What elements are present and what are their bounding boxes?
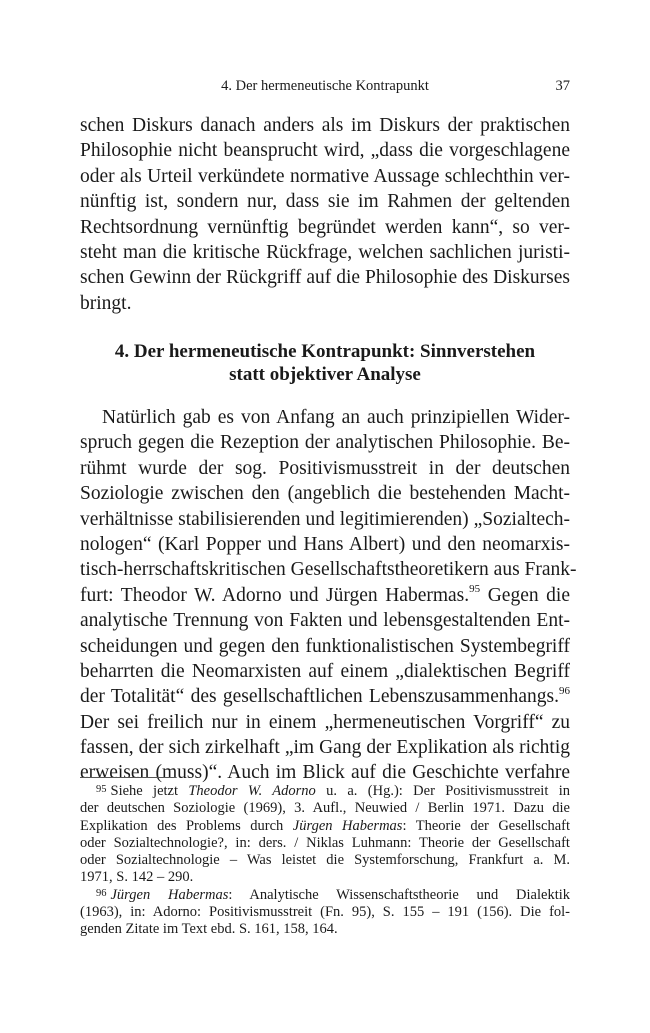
running-title: 4. Der hermeneutische Kontrapunkt (221, 78, 429, 94)
footnote-number: 95 (96, 784, 107, 795)
footnotes (80, 783, 570, 939)
footnote-ref-95[interactable]: 95 (469, 583, 481, 596)
running-header (80, 78, 570, 98)
text-line: scheidungen und gegen den funktionalistischen Systembegriff (80, 635, 570, 657)
footnote-text: u. a. (Hg.): Der Positivismusstreit in (315, 783, 570, 799)
line-text: furt: Theodor W. Adorno und Jürgen Habermas. (80, 584, 470, 606)
footnote-number: 96 (96, 887, 107, 899)
text-line: rühmt wurde der sog. Positivismusstreit in der deutschen (80, 457, 570, 479)
text-line: verhältnisse stabilisierenden und legitimierenden) „Sozialtech- (80, 508, 570, 530)
page-number: 37 (555, 78, 570, 94)
footnote-text: oder Sozialtechnologie?, in: ders. / (80, 834, 307, 851)
text-line: Der sei freilich nur in einem „hermeneutischen Vorgriff“ zu (80, 711, 570, 733)
footnote-95-line: der deutschen Soziologie (1969), 3. Aufl., Neuwied / Berlin 1971. Dazu die (80, 800, 570, 817)
footnote-text: : Analytische Wissenschaftstheorie und Dialektik (228, 886, 571, 903)
text-line: steht man die kritische Rückfrage, welchen sachlichen juristi- (80, 241, 570, 263)
footnote-95-line (80, 783, 570, 800)
footnote-96-line: (1963), in: Adorno: Positivismusstreit (Fn. 95), S. 155 – 191 (156). Die fol- (80, 904, 570, 921)
text-line: Philosophie nicht beansprucht wird, „dass die vorgeschlagene (80, 140, 570, 162)
footnote-95-line (80, 835, 570, 852)
text-line: schen Gewinn der Rückgriff auf die Philosophie des Diskurses (80, 267, 570, 289)
footnote-96-line: genden Zitate im Text ebd. S. 161, 158, 164. (80, 921, 338, 938)
paragraph-continuation (80, 113, 570, 316)
footnote-text: : Theorie der Gesellschaft (407, 834, 570, 851)
text-line: Rechtsordnung vernünftig begründet werden kann“, so ver- (80, 216, 570, 238)
text-line: schen Diskurs danach anders als im Diskurs der praktischen (80, 115, 570, 136)
author-name: Niklas Luhmann (306, 834, 408, 851)
line-text: der Totalität“ des gesellschaftlichen Lebenszusammenhangs. (80, 686, 559, 708)
text-line: Soziologie zwischen den (angeblich die bestehenden Macht- (80, 483, 570, 505)
text-line: nünftig ist, sondern nur, dass sie im Rahmen der geltenden (80, 191, 570, 213)
text-line: nologen“ (Karl Popper und Hans Albert) und den neomarxis- (80, 533, 570, 555)
paragraph-main (80, 405, 577, 786)
author-name: Theodor W. Adorno (188, 783, 316, 799)
author-name: Jürgen Habermas (292, 817, 403, 834)
text-line: analytische Trennung von Fakten und lebensgestaltenden Ent- (80, 610, 570, 632)
section-heading-line: 4. Der hermeneutische Kontrapunkt: Sinnverstehen (114, 341, 536, 362)
text-line (80, 684, 570, 709)
footnote-96-line (80, 887, 570, 904)
footnote-95-line: 1971, S. 142 – 290. (80, 869, 194, 886)
text-line: spruch gegen die Rezeption der analytischen Philosophie. Be- (80, 432, 570, 454)
text-line (80, 583, 570, 608)
footnote-95-line: oder Sozialtechnologie – Was leistet die Systemforschung, Frankfurt a. M. (80, 852, 570, 869)
section-heading (80, 340, 570, 386)
author-name: Jürgen Habermas (110, 886, 229, 903)
footnote-95-line (80, 818, 570, 835)
text-line: beharrten die Neomarxisten auf einem „dialektischen Begriff (80, 660, 570, 682)
footnote-text: Siehe jetzt (110, 783, 189, 799)
text-line: oder als Urteil verkündete normative Aussage schlechthin ver- (80, 165, 570, 187)
text-line: fassen, der sich zirkelhaft „im Gang der Explikation als richtig (80, 737, 570, 759)
footnote-text: Explikation des Problems durch (80, 817, 293, 834)
footnote-ref-96[interactable]: 96 (559, 684, 570, 697)
section-heading-line: statt objektiver Analyse (229, 364, 421, 385)
footnote-text: : Theorie der Gesellschaft (402, 817, 570, 834)
footnote-separator (80, 777, 176, 778)
text-line: erweisen (muss)“. Auch im Blick auf die Geschichte verfahre (80, 762, 570, 784)
text-line: Natürlich gab es von Anfang an auch prinzipiellen Wider- (102, 407, 570, 428)
text-line: bringt. (80, 292, 132, 314)
line-text: Gegen die (480, 584, 570, 606)
text-line: tisch-herrschaftskritischen Gesellschaftstheoretikern aus Frank- (80, 559, 577, 581)
